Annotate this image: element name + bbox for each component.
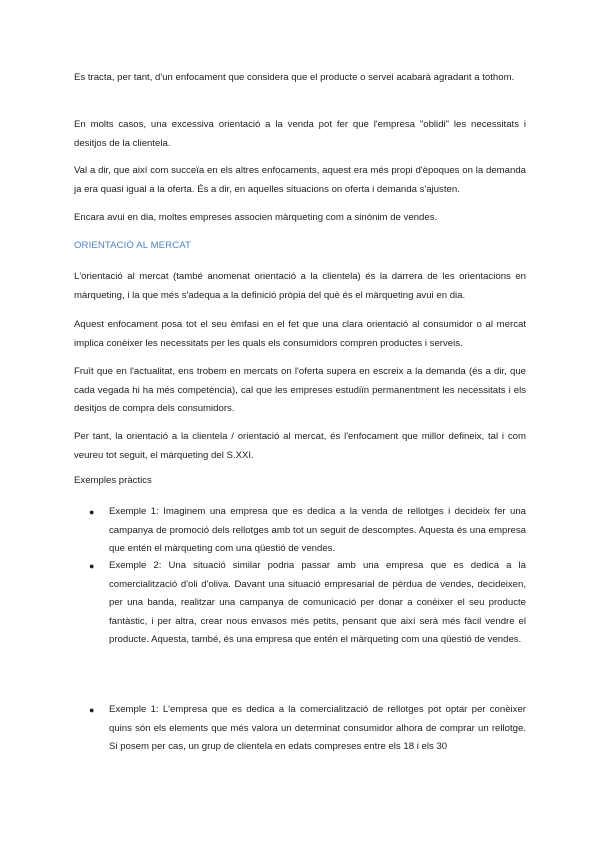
paragraph-enfocament: Es tracta, per tant, d'un enfocament que considera que el producte o servei acabarà agradant a tothom.	[74, 72, 515, 83]
bullet-icon: ●	[89, 561, 95, 571]
paragraph-per-tant: Per tant, la orientació a la clientela / orientació al mercat, és l'enfocament que millor defineix, tal i com veureu tot seguit, el màrqueting del S.XXI.	[74, 431, 526, 461]
paragraph-encara-avui: Encara avui en dia, moltes empreses associen màrqueting com a sinònim de vendes.	[74, 212, 438, 223]
paragraph-fruit-actualitat: Fruït que en l'actualitat, ens trobem en mercats on l'oferta supera en escreix a la demanda (és a dir, que cada vegada hi ha més competència), cal que les empreses estudiïn permanentment les necessitats i els desitjos de compra dels consumidors.	[74, 366, 526, 414]
paragraph-val-a-dir: Val a dir, que així com succeïa en els altres enfocaments, aquest era més propi d'èpoques on la demanda ja era quasi igual a la oferta. És a dir, en aquelles situacions on oferta i demanda s'ajusten.	[74, 165, 526, 195]
subheading-exemples-practics: Exemples pràctics	[74, 475, 152, 486]
list-item-text: Exemple 1: L'empresa que es dedica a la comercialització de rellotges pot optar per conèixer quins són els elements que més valora un determinat consumidor alhora de comprar un rellotge. Si posem per cas, un grup de clientela en edats compreses entre els 18 i els 30	[109, 704, 526, 752]
paragraph-aquest-enfocament: Aquest enfocament posa tot el seu èmfasi en el fet que una clara orientació al consumidor o al mercat implica conèixer les necessitats per les quals els consumidors compren productes i serveis.	[74, 319, 526, 349]
paragraph-orientacio-mercat: L'orientació al mercat (també anomenat orientació a la clientela) és la darrera de les orientacions en màrqueting, i la que més s'adequa a la definició pròpia del què és el màrqueting avui en dia.	[74, 271, 526, 301]
paragraph-excessiva-orientacio: En molts casos, una excessiva orientació a la venda pot fer que l'empresa "oblidi" les necessitats i desitjos de la clientela.	[74, 119, 526, 149]
list-item-text: Exemple 2: Una situació similar podria passar amb una empresa que es dedica a la comercialització d'oli d'oliva. Davant una situació empresarial de pèrdua de vendes, decideixen, per una banda, realitzar una campanya de comunicació per donar a conèixer el seu producte fantàstic, i per altra, crear nous envasos més petits, pensant que així serà més fàcil vendre el producte. Aquesta, també, és una empresa que entén el màrqueting com una qüestió de vendes.	[109, 560, 526, 645]
section-heading-orientacio-mercat: ORIENTACIÓ AL MERCAT	[74, 240, 191, 251]
bullet-icon: ●	[89, 507, 95, 517]
list-item-text: Exemple 1: Imaginem una empresa que es dedica a la venda de rellotges i decideix fer una campanya de promoció dels rellotges amb tot un seguit de descomptes. Aquesta és una empresa que entén el màrqueting com una qüestió de vendes.	[109, 506, 526, 554]
bullet-icon: ●	[89, 705, 95, 715]
